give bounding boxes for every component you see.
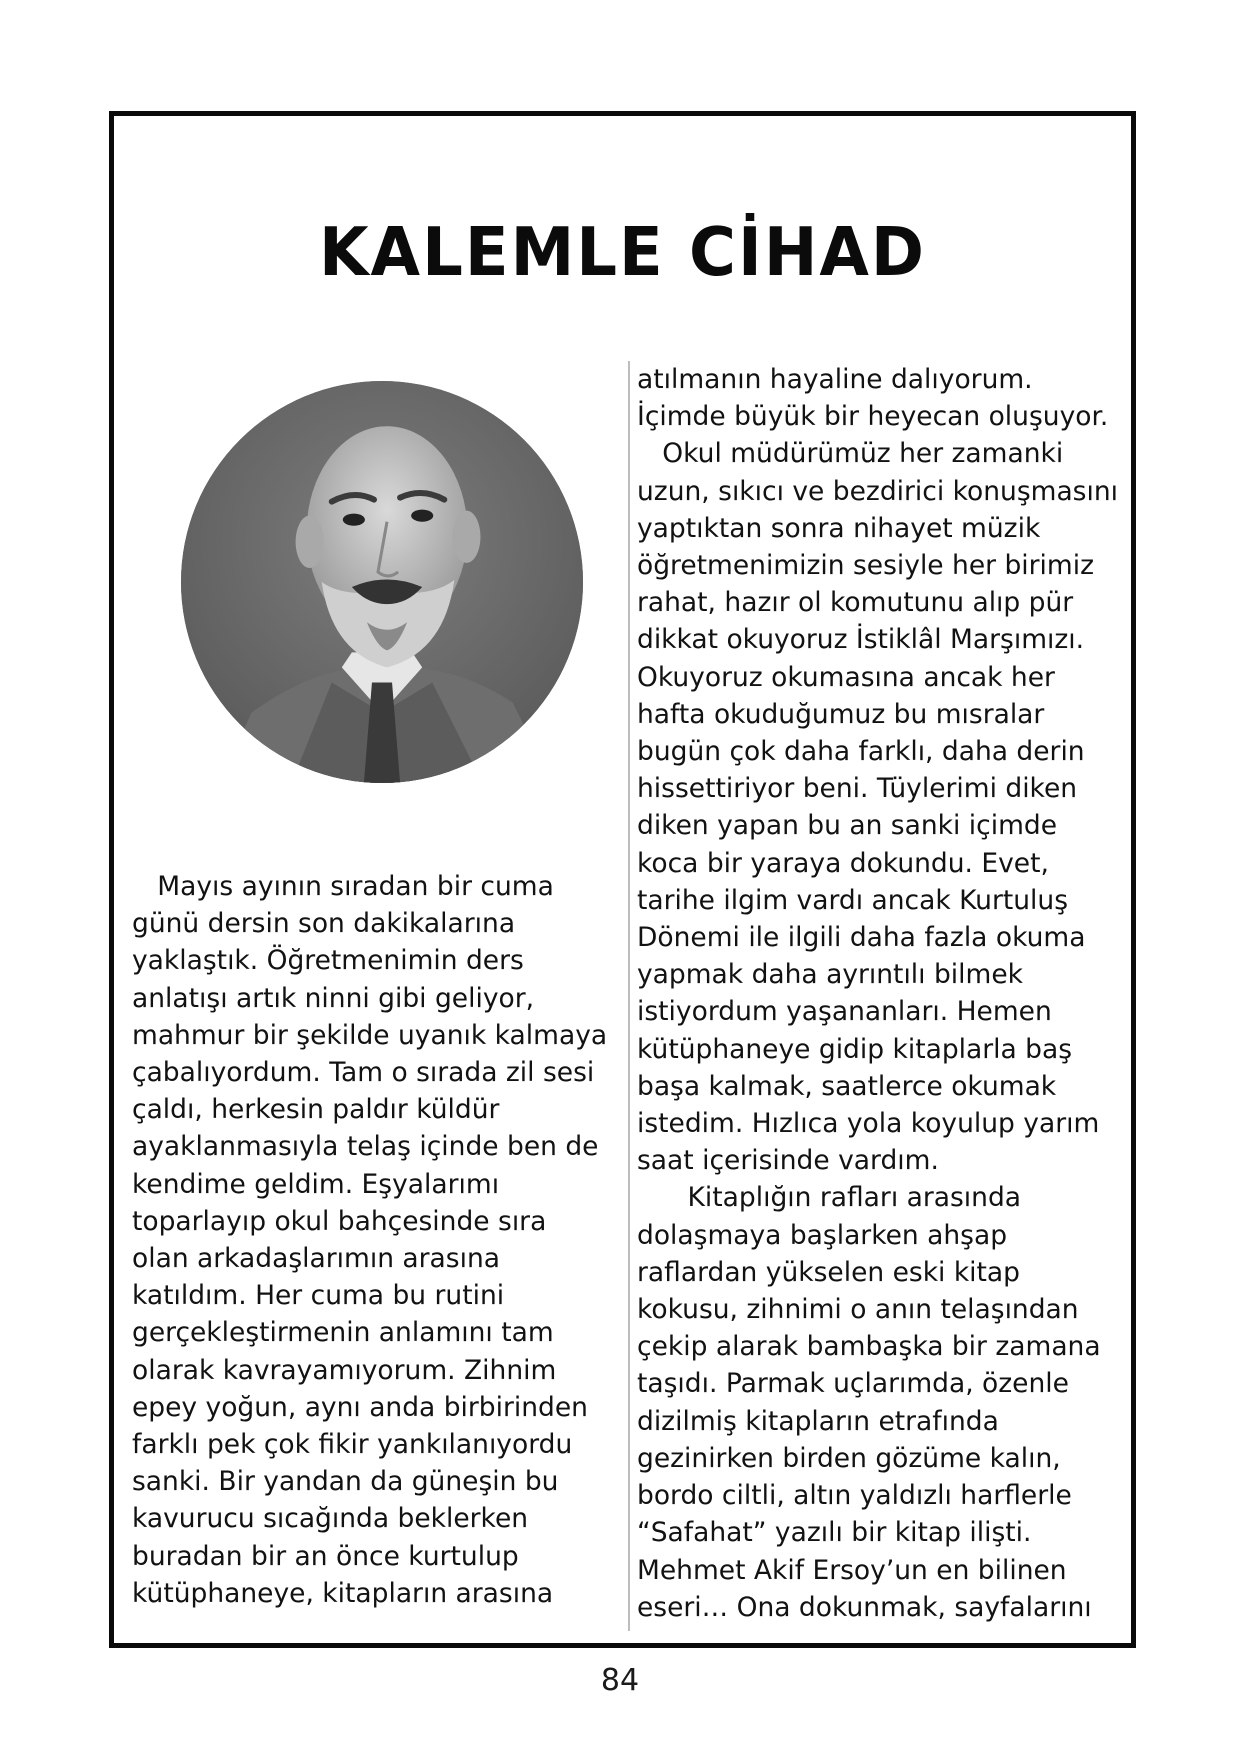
text-line: diken yapan bu an sanki içimde [637,810,1058,842]
portrait-photo-icon [181,381,583,783]
text-line: Kitaplığın rafları arasında [637,1182,1022,1214]
text-line: bordo ciltli, altın yaldızlı harflerle [637,1480,1072,1512]
text-line: gezinirken birden gözüme kalın, [637,1442,1061,1474]
text-line: eseri… Ona dokunmak, sayfalarını [637,1591,1092,1623]
text-line: ayaklanmasıyla telaş içinde ben de [132,1131,599,1163]
text-line: kütüphaneye gidip kitaplarla baş [637,1033,1073,1065]
text-line: günü dersin son dakikalarına [132,908,516,940]
text-line: çabalıyordum. Tam o sırada zil sesi [132,1057,595,1089]
right-column-text [637,361,1118,1626]
text-line: katıldım. Her cuma bu rutini [132,1280,505,1312]
text-line: farklı pek çok fikir yankılanıyordu [132,1429,573,1461]
text-line: Okul müdürümüz her zamanki [637,438,1064,470]
text-line: hafta okuduğumuz bu mısralar [637,698,1045,730]
page-frame [109,111,1136,1648]
text-line: dizilmiş kitapların etrafında [637,1405,999,1437]
text-line: anlatışı artık ninni gibi geliyor, [132,982,535,1014]
text-line: başa kalmak, saatlerce okumak [637,1070,1057,1102]
text-line: koca bir yaraya dokundu. Evet, [637,847,1049,879]
text-line: yaklaştık. Öğretmenimin ders [132,945,524,977]
text-line: kendime geldim. Eşyalarımı [132,1168,500,1200]
text-line: çaldı, herkesin paldır küldür [132,1094,500,1126]
text-line: olan arkadaşlarımın arasına [132,1243,500,1275]
text-line: bugün çok daha farklı, daha derin [637,736,1085,768]
text-line: Mehmet Akif Ersoy’un en bilinen [637,1554,1067,1586]
page-number: 84 [600,1663,640,1698]
text-line: sanki. Bir yandan da güneşin bu [132,1466,559,1498]
text-line: gerçekleştirmenin anlamını tam [132,1317,554,1349]
page-title: KALEMLE CİHAD [318,214,927,292]
text-line: rahat, hazır ol komutunu alıp pür [637,587,1074,619]
text-line: kokusu, zihnimi o anın telaşından [637,1294,1079,1326]
text-line: çekip alarak bambaşka bir zamana [637,1331,1101,1363]
portrait-photo [181,381,583,783]
text-line: buradan bir an önce kurtulup [132,1540,519,1572]
text-line: toparlayıp okul bahçesinde sıra [132,1205,547,1237]
text-line: dikkat okuyoruz İstiklâl Marşımızı. [637,624,1085,656]
left-column-text [132,868,607,1612]
text-line: öğretmenimizin sesiyle her birimiz [637,550,1094,582]
text-line: atılmanın hayaline dalıyorum. [637,364,1033,395]
text-line: Dönemi ile ilgili daha fazla okuma [637,922,1086,954]
text-line: dolaşmaya başlarken ahşap [637,1219,1008,1251]
text-line: uzun, sıkıcı ve bezdirici konuşmasını [637,475,1119,507]
text-line: kavurucu sıcağında beklerken [132,1503,529,1535]
text-line: tarihe ilgim vardı ancak Kurtuluş [637,884,1069,916]
text-line: epey yoğun, aynı anda birbirinden [132,1391,588,1423]
text-line: raflardan yükselen eski kitap [637,1256,1020,1288]
text-line: taşıdı. Parmak uçlarımda, özenle [637,1368,1069,1400]
text-line: olarak kavrayamıyorum. Zihnim [132,1354,557,1386]
text-line: Mayıs ayının sıradan bir cuma [132,871,554,902]
text-line: istiyordum yaşananları. Hemen [637,996,1052,1028]
text-line: mahmur bir şekilde uyanık kalmaya [132,1019,608,1051]
text-line: Okuyoruz okumasına ancak her [637,661,1055,693]
text-line: “Safahat” yazılı bir kitap ilişti. [637,1517,1032,1549]
text-line: yapmak daha ayrıntılı bilmek [637,959,1023,991]
text-line: İçimde büyük bir heyecan oluşuyor. [637,401,1109,433]
text-line: kütüphaneye, kitapların arasına [132,1577,554,1609]
text-line: istedim. Hızlıca yola koyulup yarım [637,1108,1100,1140]
text-line: saat içerisinde vardım. [637,1145,939,1177]
text-line: yaptıktan sonra nihayet müzik [637,512,1041,544]
column-divider [628,361,630,1631]
text-line: hissettiriyor beni. Tüylerimi diken [637,773,1078,805]
